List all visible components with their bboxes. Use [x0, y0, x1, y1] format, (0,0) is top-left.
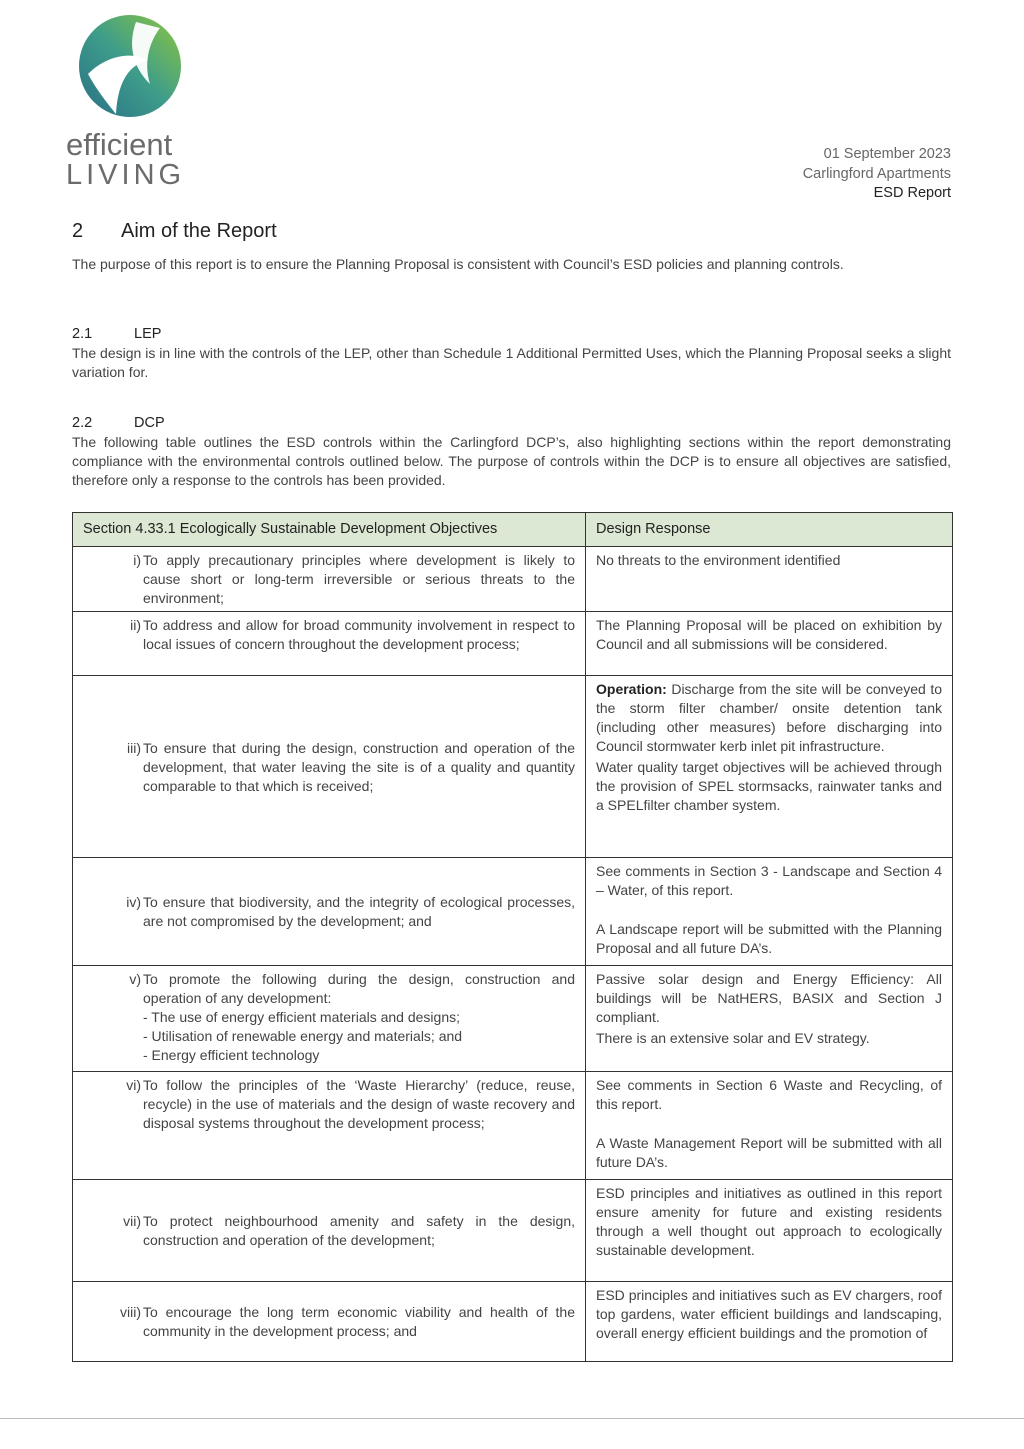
- logo-wordmark-bottom: LIVING: [66, 159, 186, 191]
- leaf-logo-icon: [78, 14, 182, 118]
- header-report-title: ESD Report: [873, 185, 951, 201]
- response-label: Operation:: [596, 681, 667, 697]
- response-text: There is an extensive solar and EV strategy.: [596, 1030, 870, 1046]
- header-project: Carlingford Apartments: [802, 165, 951, 182]
- response-cell: [586, 966, 953, 1072]
- objective-number: ii): [130, 617, 141, 633]
- dcp-text: The following table outlines the ESD controls within the Carlingford DCP’s, also highlighting sections within the report demonstrating compliance with the environmental controls outlined below. The purpose of controls within the DCP is to ensure all objectives are satisfied, therefore only a response to the controls has been provided.: [72, 434, 951, 488]
- response-text: See comments in Section 6 Waste and Recycling, of this report.: [596, 1077, 942, 1112]
- objective-cell: [73, 612, 586, 676]
- objective-cell: [73, 1180, 586, 1282]
- response-cell: [586, 547, 953, 612]
- response-text: Discharge from the site will be conveyed to the storm filter chamber/ onsite detention tank (including other measures) before discharging into Council stormwater kerb inlet pit infrastructure.: [596, 681, 943, 754]
- response-text: ESD principles and initiatives such as EV chargers, roof top gardens, water efficient buildings and landscaping, overall energy efficient buildings and the promotion of: [596, 1287, 942, 1341]
- response-cell: [586, 858, 953, 966]
- response-text: A Waste Management Report will be submitted with all future DA’s.: [596, 1135, 942, 1170]
- objective-text: To promote the following during the design, construction and operation of any development:: [143, 971, 575, 1006]
- dcp-heading: [72, 415, 165, 431]
- lep-heading: [72, 326, 161, 342]
- objective-text: To protect neighbourhood amenity and safety in the design, construction and operation of the development;: [143, 1213, 575, 1248]
- objective-number: iii): [127, 739, 141, 756]
- response-cell: [586, 1180, 953, 1282]
- response-text: See comments in Section 3 - Landscape and Section 4 – Water, of this report.: [596, 863, 942, 898]
- section-number: 2: [72, 220, 84, 242]
- response-cell: [586, 676, 953, 858]
- response-text: The Planning Proposal will be placed on exhibition by Council and all submissions will be considered.: [596, 617, 942, 652]
- section-heading: [72, 220, 277, 243]
- objective-cell: [73, 858, 586, 966]
- lep-title: LEP: [134, 326, 162, 342]
- objective-text: To ensure that biodiversity, and the integrity of ecological processes, are not compromised by the development; and: [143, 894, 575, 929]
- objective-number: vi): [126, 1077, 141, 1093]
- table-row: [73, 612, 953, 676]
- page-bottom-divider: [0, 1418, 1024, 1419]
- response-text: A Landscape report will be submitted with the Planning Proposal and all future DA’s.: [596, 921, 942, 956]
- response-cell: [586, 612, 953, 676]
- objective-number: viii): [120, 1304, 141, 1320]
- objective-cell: [73, 1282, 586, 1362]
- objective-cell: [73, 1072, 586, 1180]
- objective-number: vii): [123, 1213, 141, 1229]
- table-row: [73, 547, 953, 612]
- objective-text: To address and allow for broad community involvement in respect to local issues of concern throughout the development process;: [143, 617, 575, 652]
- table-row: [73, 966, 953, 1072]
- table-row: [73, 1282, 953, 1362]
- table-row: [73, 1180, 953, 1282]
- dcp-title: DCP: [134, 415, 165, 431]
- table-row: [73, 1072, 953, 1180]
- response-text: No threats to the environment identified: [596, 552, 841, 568]
- lep-text: The design is in line with the controls of the LEP, other than Schedule 1 Additional Permitted Uses, which the Planning Proposal seeks a slight variation for.: [72, 345, 951, 380]
- objective-bullet: - The use of energy efficient materials and designs;: [143, 1009, 460, 1025]
- objective-number: v): [129, 971, 141, 987]
- objective-number: i): [133, 552, 141, 568]
- table-header-row: [73, 513, 953, 547]
- table-header-response: Design Response: [586, 513, 953, 547]
- document-header-meta: [803, 145, 951, 204]
- table-header-objectives: Section 4.33.1 Ecologically Sustainable Development Objectives: [73, 513, 586, 547]
- lep-number: 2.1: [72, 326, 93, 342]
- objective-cell: [73, 966, 586, 1072]
- header-date: 01 September 2023: [823, 146, 951, 162]
- table-row: [73, 676, 953, 858]
- logo-wordmark-top: efficient: [66, 127, 173, 162]
- objective-text: To encourage the long term economic viability and health of the community in the development process; and: [143, 1304, 575, 1339]
- response-cell: [586, 1072, 953, 1180]
- response-text: Water quality target objectives will be achieved through the provision of SPEL stormsacks, rainwater tanks and a SPELfilter chamber system.: [596, 759, 942, 813]
- company-logo: [66, 14, 196, 190]
- response-text: ESD principles and initiatives as outlined in this report ensure amenity for future and existing residents through a well thought out approach to ecologically sustainable development.: [596, 1185, 942, 1258]
- objective-text: To ensure that during the design, construction and operation of the development, that water leaving the site is of a quality and quantity comparable to that which is received;: [143, 739, 575, 794]
- dcp-number: 2.2: [72, 415, 93, 431]
- objective-text: To apply precautionary principles where development is likely to cause short or long-term irreversible or serious threats to the environment;: [143, 552, 575, 606]
- objective-cell: [73, 676, 586, 858]
- objective-cell: [73, 547, 586, 612]
- objective-number: iv): [126, 894, 141, 910]
- response-cell: [586, 1282, 953, 1362]
- response-text: Passive solar design and Energy Efficiency: All buildings will be NatHERS, BASIX and Section J compliant.: [596, 971, 942, 1025]
- section-title: Aim of the Report: [121, 220, 277, 242]
- table-row: [73, 858, 953, 966]
- esd-objectives-table: [72, 512, 953, 1362]
- objective-text: To follow the principles of the ‘Waste Hierarchy’ (reduce, reuse, recycle) in the use of materials and the design of waste recovery and disposal systems throughout the development process;: [143, 1077, 575, 1131]
- objective-bullet: - Energy efficient technology: [143, 1047, 320, 1063]
- section-intro: The purpose of this report is to ensure the Planning Proposal is consistent with Council’s ESD policies and planning controls.: [72, 256, 844, 272]
- objective-bullet: - Utilisation of renewable energy and materials; and: [143, 1028, 463, 1044]
